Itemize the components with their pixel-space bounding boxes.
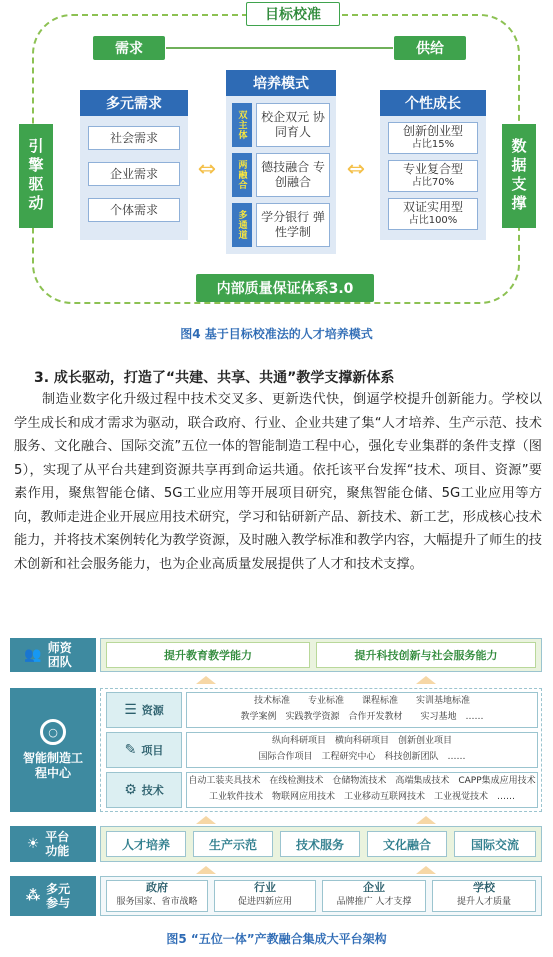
- project-label: [106, 732, 182, 768]
- lightbulb-icon: ☀: [26, 836, 40, 852]
- tech-line-1: 自动工装夹具技术 在线检测技术 仓储物流技术 高端集成技术 CAPP集成应用技术: [188, 776, 536, 786]
- social-demand: 社会需求: [88, 126, 180, 150]
- figure-4-caption: 图4 基于目标校准法的人才培养模式: [180, 327, 373, 341]
- composite-type: [388, 160, 478, 192]
- multi-channel-text: 学分银行 弹性学制: [256, 203, 330, 247]
- up-arrow-icon: [196, 816, 216, 824]
- quality-assurance-label: 内部质量保证体系3.0: [196, 274, 374, 302]
- section-paragraph: 制造业数字化升级过程中技术交叉多、更新迭代快，倒逼学校提升创新能力。学校以学生成长和成才需求为驱动，联合政府、行业、企业共建了集“人才培养、生产示范、技术服务、文化融合、国际交流”五位一体的智能制造工程中心，强化专业集群的条件支撑（图5），实现了从平台共建到资源共享再到命运共通。依托该平台发挥“技术、项目、资源”要素作用，聚焦智能仓储、5G工业应用等开展项目研究，聚焦智能仓储、5G工业应用等方向，教师走进企业开展应用技术研究，学习和钻研新产品、新技术、新工艺，形成核心技术能力，并将技术案例转化为教学资源，及时融入教学标准和教学内容，大幅提升了师生的技术创新和社会服务能力，也为企业高质量发展提供了人才和技术支撑。: [14, 392, 542, 572]
- participants-label-text: 多元参与: [46, 882, 71, 910]
- composite-type-share: 占比70%: [411, 177, 455, 189]
- dual-subject-tag: 双主体: [232, 103, 252, 147]
- edit-icon: ✎: [124, 742, 137, 758]
- participant-enterprise-desc: 品牌推广 人才支撑: [336, 897, 412, 907]
- data-support-label: 数据支撑: [502, 124, 536, 228]
- tech-line-2: 工业软件技术 物联网应用技术 工业移动互联网技术 工业视觉技术 ……: [208, 792, 515, 802]
- participant-government-desc: 服务国家、省市战略: [116, 897, 198, 907]
- tech-label: [106, 772, 182, 808]
- participant-industry-desc: 促进四新应用: [237, 897, 292, 907]
- figure-4: [0, 0, 553, 341]
- faculty-item-research: 提升科技创新与社会服务能力: [316, 642, 536, 668]
- center-label-text: 智能制造工程中心: [22, 751, 83, 780]
- gear-icon: ⚙: [124, 782, 137, 798]
- practical-type-share: 占比100%: [408, 215, 458, 227]
- resource-line-2: 教学案例 实践教学资源 合作开发教材 实习基地 ……: [240, 712, 484, 722]
- up-arrow-icon: [196, 676, 216, 684]
- lot-logo-icon: ○: [40, 719, 66, 745]
- individual-demand: 个体需求: [88, 198, 180, 222]
- project-label-text: 项目: [141, 744, 164, 757]
- up-arrow-icon: [416, 866, 436, 874]
- double-arrow-right-icon: ⇔: [346, 157, 366, 182]
- diverse-demand-title: 多元需求: [80, 90, 188, 116]
- supply-label: 供给: [394, 36, 466, 60]
- up-arrow-icon: [416, 676, 436, 684]
- participant-enterprise-name: 企业: [363, 881, 385, 894]
- enterprise-demand: 企业需求: [88, 162, 180, 186]
- composite-type-name: 专业复合型: [402, 162, 463, 177]
- double-arrow-left-icon: ⇔: [197, 157, 217, 182]
- two-fusion-text: 德技融合 专创融合: [256, 153, 330, 197]
- platform-international: 国际交流: [454, 831, 536, 857]
- innovation-type-name: 创新创业型: [402, 124, 463, 139]
- participant-government-name: 政府: [146, 881, 168, 894]
- platform-label-text: 平台功能: [45, 830, 70, 858]
- participant-school-name: 学校: [473, 881, 495, 894]
- network-icon: ⁂: [25, 888, 41, 904]
- faculty-item-teaching: 提升教育教学能力: [106, 642, 310, 668]
- innovation-type-share: 占比15%: [411, 139, 455, 151]
- center-label: [10, 688, 96, 812]
- practical-type-name: 双证实用型: [402, 200, 463, 215]
- resource-label-text: 资源: [141, 704, 164, 717]
- personal-growth-title: 个性成长: [380, 90, 486, 116]
- people-icon: 👥: [24, 647, 42, 663]
- platform-label: [10, 826, 96, 862]
- platform-production: 生产示范: [193, 831, 273, 857]
- figure-5-caption: 图5 “五位一体”产教融合集成大平台架构: [166, 932, 387, 946]
- up-arrow-icon: [196, 866, 216, 874]
- faculty-label-text: 师资团队: [47, 641, 72, 669]
- resource-line-1: 技术标准 专业标准 课程标准 实训基地标准: [253, 696, 470, 706]
- tech-label-text: 技术: [141, 784, 164, 797]
- demand-label: 需求: [93, 36, 165, 60]
- engine-drive-label: 引擎驱动: [19, 124, 53, 228]
- demand-supply-arrow: [166, 47, 393, 49]
- faculty-label: [10, 638, 96, 672]
- platform-talent: 人才培养: [106, 831, 186, 857]
- up-arrow-icon: [416, 816, 436, 824]
- two-fusion-tag: 两融合: [232, 153, 252, 197]
- platform-culture: 文化融合: [367, 831, 447, 857]
- target-calibration-label: 目标校准: [246, 2, 340, 26]
- project-line-1: 纵向科研项目 横向科研项目 创新创业项目: [271, 736, 452, 746]
- multi-channel-tag: 多通道: [232, 203, 252, 247]
- practical-type: [388, 198, 478, 230]
- platform-service: 技术服务: [280, 831, 360, 857]
- section-heading: 3. 成长驱动，打造了“共建、共享、共通”教学支撑新体系: [34, 370, 395, 386]
- database-icon: ☰: [124, 702, 137, 718]
- participants-label: [10, 876, 96, 916]
- participant-industry-name: 行业: [254, 881, 276, 894]
- project-line-2: 国际合作项目 工程研究中心 科技创新团队 ……: [258, 752, 466, 762]
- resource-label: [106, 692, 182, 728]
- dual-subject-text: 校企双元 协同育人: [256, 103, 330, 147]
- innovation-type: [388, 122, 478, 154]
- participant-school-desc: 提升人才质量: [456, 897, 511, 907]
- training-mode-title: 培养模式: [226, 70, 336, 96]
